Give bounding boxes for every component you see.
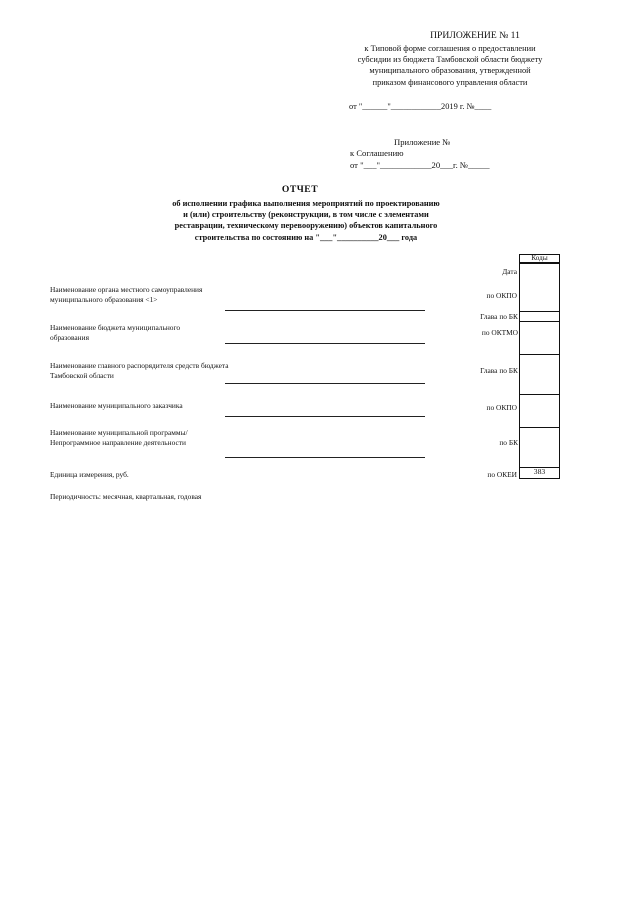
municipal-budget-field[interactable] [225, 343, 425, 344]
program-field[interactable] [225, 457, 425, 458]
agreement-appendix-title: Приложение № [394, 137, 451, 147]
local-authority-label: Наименование органа местного самоуправления муниципального образования <1> [50, 285, 203, 304]
report-subtitle-line: реставрации, техническому перевооружению) объектов капитального [174, 221, 438, 231]
municipal-budget-label: Наименование бюджета муниципального образования [50, 323, 181, 342]
report-subtitle-line: об исполнении графика выполнения мероприятий по проектированию [172, 199, 440, 208]
periodicity-label: Периодичность: месячная, квартальная, годовая [50, 492, 202, 501]
codes-divider [520, 321, 559, 322]
oktmo-code-label: по ОКТМО [481, 328, 518, 337]
report-title: ОТЧЕТ [281, 184, 319, 195]
appendix-line: приказом финансового управления области [372, 77, 528, 87]
municipal-customer-label: Наименование муниципального заказчика [50, 401, 183, 410]
local-authority-field[interactable] [225, 310, 425, 311]
date-code-label: Дата [502, 267, 517, 276]
unit-label: Единица измерения, руб. [50, 470, 129, 479]
glava-bk-code-label: Глава по БК [480, 312, 518, 321]
appendix-description [335, 43, 565, 88]
codes-header: Коды [519, 254, 560, 263]
agreement-appendix-line: к Соглашению [350, 148, 404, 159]
okpo-code-label-2: по ОКПО [486, 403, 517, 412]
okpo-code-label: по ОКПО [486, 291, 517, 300]
agreement-date-line: от "___"____________20___г. №_____ [350, 159, 490, 170]
municipal-customer-field[interactable] [225, 416, 425, 417]
appendix-line: к Типовой форме соглашения о предоставлении [364, 44, 536, 53]
glava-bk-code-label-2: Глава по БК [480, 366, 518, 375]
report-subtitle-line: и (или) строительству (реконструкции, в том числе с элементами [183, 210, 429, 220]
codes-divider [520, 394, 559, 395]
appendix-line: субсидии из бюджета Тамбовской области бюджету [357, 55, 543, 65]
codes-divider [520, 354, 559, 355]
program-label: Наименование муниципальной программы/Непрограммное направление деятельности [50, 428, 188, 447]
codes-divider [520, 427, 559, 428]
okei-code-value[interactable]: 383 [533, 467, 546, 476]
appendix-line: муниципального образования, утвержденной [369, 66, 531, 76]
report-subtitle [138, 198, 474, 243]
codes-column [519, 263, 560, 479]
appendix-title: ПРИЛОЖЕНИЕ № 11 [430, 30, 520, 41]
bk-code-label: по БК [499, 438, 518, 447]
agreement-appendix [350, 137, 500, 171]
okei-code-label: по ОКЕИ [487, 470, 517, 479]
appendix-date-line: от "______"____________2019 г. №____ [349, 102, 492, 111]
chief-administrator-field[interactable] [225, 383, 425, 384]
chief-administrator-label: Наименование главного распорядителя средств бюджета Тамбовской области [50, 361, 229, 380]
report-subtitle-line: строительства по состоянию на "___"__________20___ года [194, 232, 418, 242]
codes-divider [520, 311, 559, 312]
